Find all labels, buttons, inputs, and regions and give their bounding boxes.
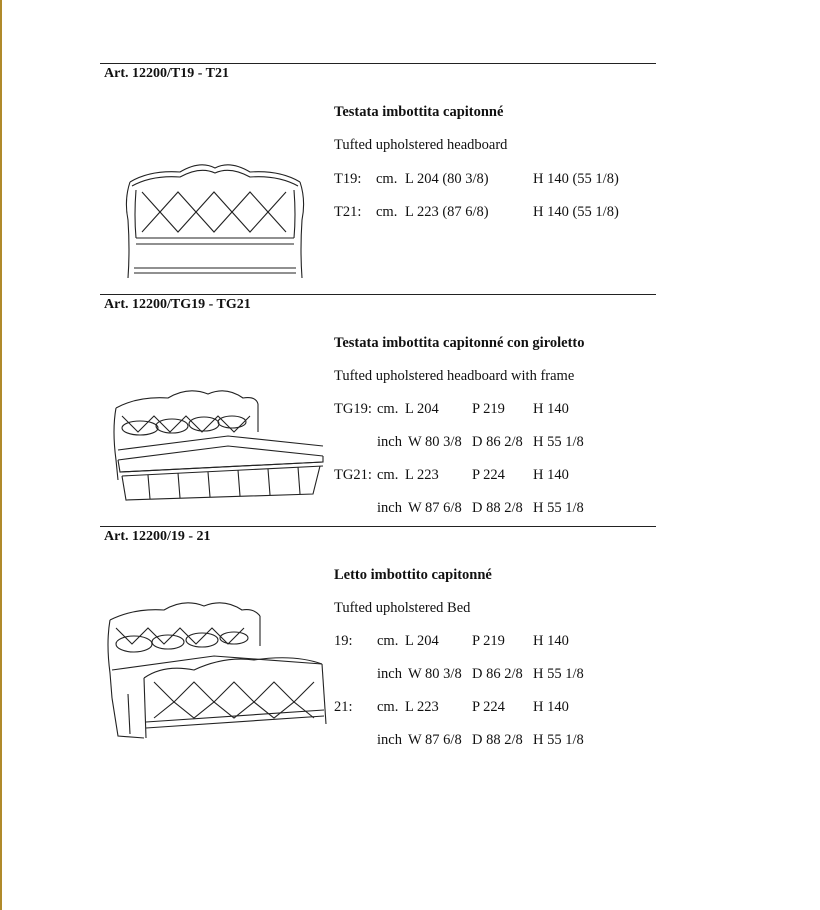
section-title-en: Tufted upholstered Bed — [334, 600, 471, 616]
bed-with-frame-drawing — [108, 380, 328, 510]
model-label: T19: — [334, 171, 362, 187]
width-value: L 204 (80 3/8) — [405, 171, 489, 187]
width-value: L 223 (87 6/8) — [405, 204, 489, 220]
height-value: H 140 — [533, 699, 569, 715]
unit-label: cm. — [376, 204, 398, 220]
section-rule — [100, 63, 656, 64]
model-label: TG21: — [334, 467, 372, 483]
article-code: Art. 12200/T19 - T21 — [104, 66, 229, 81]
height-value: H 140 — [533, 467, 569, 483]
depth-value: P 224 — [472, 467, 505, 483]
unit-label: cm. — [377, 699, 399, 715]
section-title-it: Letto imbottito capitonné — [334, 567, 492, 583]
model-label: 19: — [334, 633, 353, 649]
section-title-it: Testata imbottita capitonné con giroletto — [334, 335, 585, 351]
model-label: 21: — [334, 699, 353, 715]
height-value: H 55 1/8 — [533, 732, 584, 748]
width-value: W 80 3/8 — [408, 434, 462, 450]
unit-label: cm. — [377, 633, 399, 649]
unit-label: inch — [377, 666, 402, 682]
width-value: W 80 3/8 — [408, 666, 462, 682]
article-code: Art. 12200/TG19 - TG21 — [104, 297, 251, 312]
width-value: L 204 — [405, 633, 439, 649]
section-rule — [100, 526, 656, 527]
page-left-edge — [0, 0, 2, 910]
unit-label: cm. — [377, 467, 399, 483]
height-value: H 140 — [533, 401, 569, 417]
section-title-en: Tufted upholstered headboard — [334, 137, 508, 153]
unit-label: cm. — [377, 401, 399, 417]
article-code: Art. 12200/19 - 21 — [104, 529, 211, 544]
depth-value: P 219 — [472, 633, 505, 649]
height-value: H 140 (55 1/8) — [533, 204, 619, 220]
depth-value: D 88 2/8 — [472, 732, 523, 748]
height-value: H 140 (55 1/8) — [533, 171, 619, 187]
bed-drawing — [104, 598, 330, 748]
height-value: H 55 1/8 — [533, 434, 584, 450]
depth-value: D 86 2/8 — [472, 666, 523, 682]
width-value: L 223 — [405, 467, 439, 483]
height-value: H 55 1/8 — [533, 666, 584, 682]
unit-label: inch — [377, 434, 402, 450]
depth-value: D 88 2/8 — [472, 500, 523, 516]
unit-label: inch — [377, 500, 402, 516]
width-value: W 87 6/8 — [408, 732, 462, 748]
headboard-drawing — [120, 160, 310, 285]
section-title-en: Tufted upholstered headboard with frame — [334, 368, 575, 384]
width-value: L 204 — [405, 401, 439, 417]
depth-value: P 224 — [472, 699, 505, 715]
section-title-it: Testata imbottita capitonné — [334, 104, 504, 120]
width-value: L 223 — [405, 699, 439, 715]
height-value: H 55 1/8 — [533, 500, 584, 516]
section-rule — [100, 294, 656, 295]
depth-value: D 86 2/8 — [472, 434, 523, 450]
model-label: TG19: — [334, 401, 372, 417]
unit-label: inch — [377, 732, 402, 748]
width-value: W 87 6/8 — [408, 500, 462, 516]
depth-value: P 219 — [472, 401, 505, 417]
unit-label: cm. — [376, 171, 398, 187]
height-value: H 140 — [533, 633, 569, 649]
model-label: T21: — [334, 204, 362, 220]
